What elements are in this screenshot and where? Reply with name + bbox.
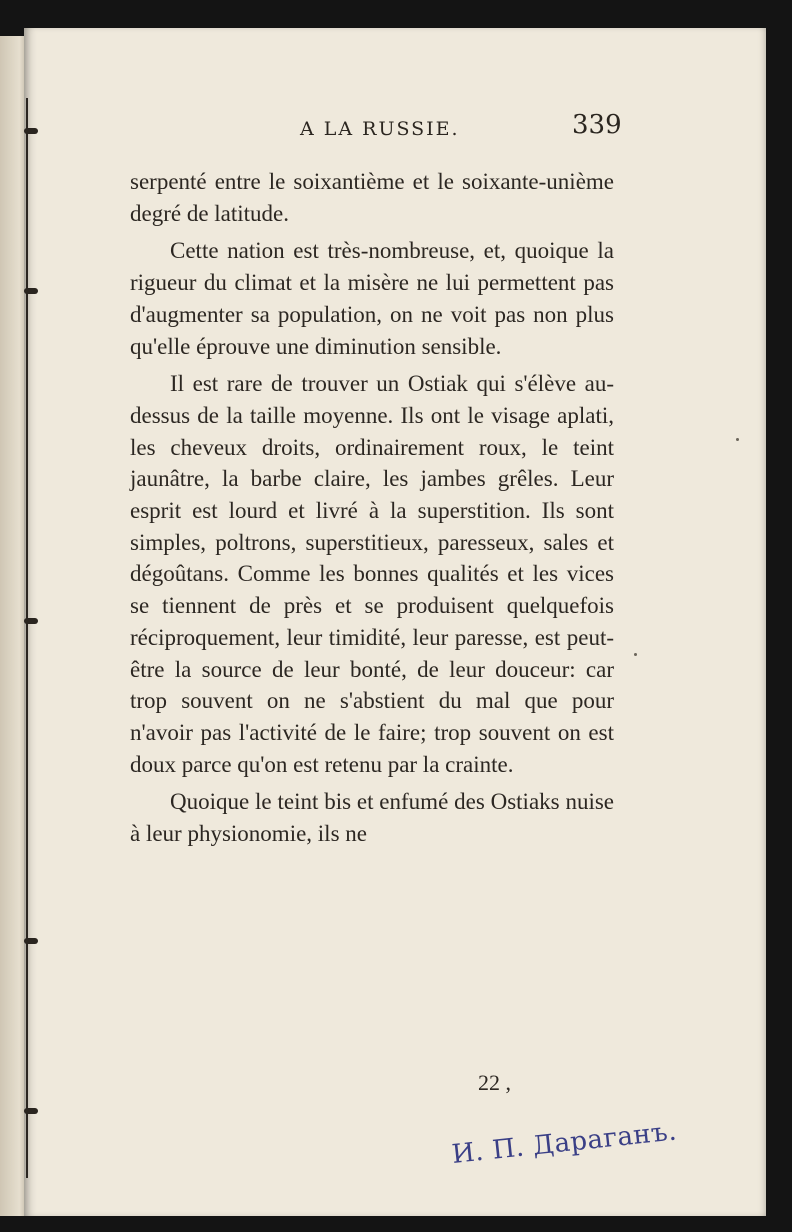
binding-stitch <box>24 128 38 134</box>
paragraph: Il est rare de trouver un Ostiak qui s'élève au-dessus de la taille moyenne. Ils ont le visage aplati, les cheveux droits, ordinairement roux, le teint jaunâtre, la barbe claire, les jambes grêles. Leur esprit est lourd et livré à la superstition. Ils sont simples, poltrons, superstitieux, paresseux, sales et dégoûtans. Comme les bonnes qualités et les vices se tiennent de près et se produisent quelquefois réciproquement, leur timidité, leur paresse, est peut-être la source de leur bonté, de leur douceur: car trop souvent on ne s'abstient du mal que pour n'avoir pas l'activité de le faire; trop souvent on est doux parce qu'on est retenu par la crainte. <box>130 371 614 777</box>
binding-stitch <box>24 618 38 624</box>
body-text <box>130 166 614 850</box>
paper-speck <box>736 438 739 441</box>
running-title: A LA RUSSIE. <box>300 118 460 140</box>
ownership-stamp: И. П. Дараганъ. <box>450 1116 679 1170</box>
binding-stitch <box>24 288 38 294</box>
page-number: 339 <box>572 110 622 140</box>
binding-gutter <box>26 98 34 1178</box>
paragraph: Cette nation est très-nombreuse, et, quoique la rigueur du climat et la misère ne lui permettent pas d'augmenter sa population, on ne voit pas non plus qu'elle éprouve une diminution sensible. <box>130 238 614 359</box>
paragraph: Quoique le teint bis et enfumé des Ostiaks nuise à leur physionomie, ils ne <box>130 789 614 847</box>
paper-speck <box>634 653 637 656</box>
binding-stitch <box>24 938 38 944</box>
paragraph: serpenté entre le soixantième et le soixante-unième degré de latitude. <box>130 169 614 226</box>
signature-mark: 22 , <box>478 1070 511 1095</box>
binding-stitch <box>24 1108 38 1114</box>
